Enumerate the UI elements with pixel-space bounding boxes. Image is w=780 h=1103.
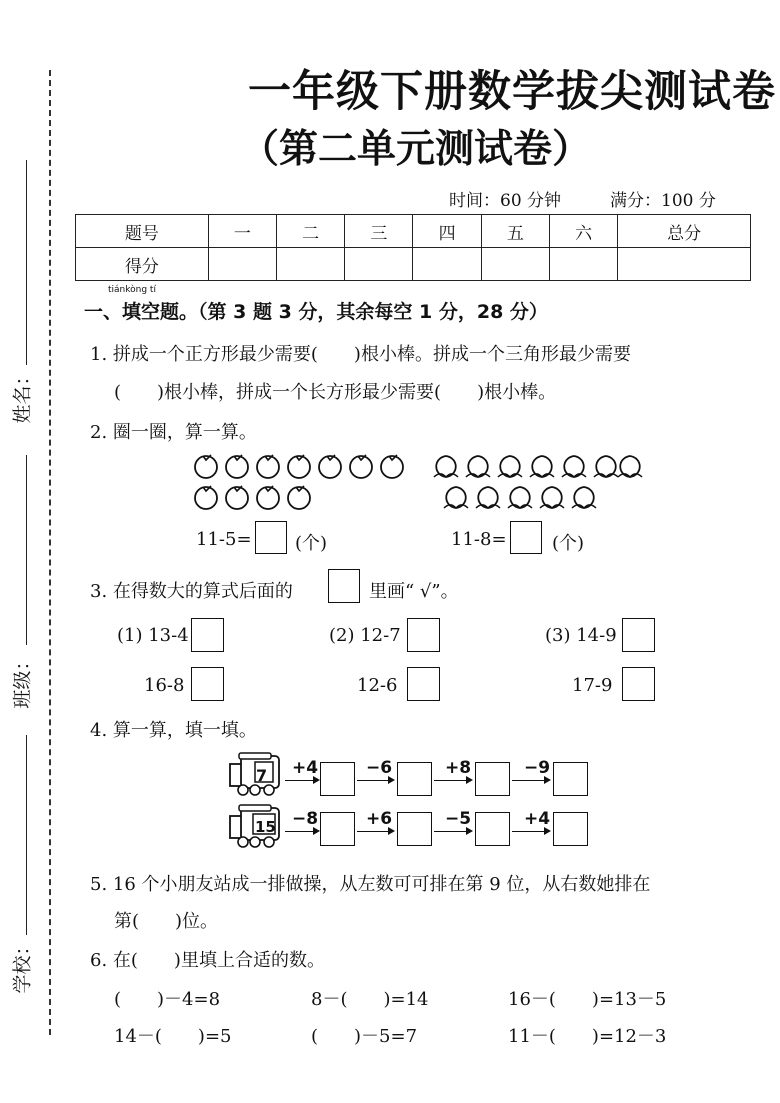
- q4-row1-start: 7: [256, 766, 268, 785]
- score-header-cell: 六: [549, 215, 617, 248]
- q4-row2-answer-box[interactable]: [475, 812, 510, 846]
- peaches-group: [430, 450, 645, 516]
- q4-row2-op4: +4: [524, 809, 551, 829]
- apple-icon: [226, 455, 248, 478]
- apple-icon: [319, 455, 341, 478]
- q4-row2-op1: −8: [292, 809, 319, 829]
- q1-line2: ( )根小棒，拼成一个长方形最少需要( )根小棒。: [114, 382, 557, 403]
- q3-example-box: [328, 569, 360, 603]
- q2-right-unit: (个): [552, 533, 585, 554]
- q3-item-3b: 17-9: [572, 675, 613, 696]
- q6-item: 8－( )=14: [311, 989, 429, 1010]
- section-pinyin: tiánkòng tí: [108, 285, 156, 295]
- q5-line2: 第( )位。: [114, 911, 219, 932]
- q4-row1-op4: −9: [524, 758, 551, 778]
- score-cell[interactable]: [481, 248, 549, 281]
- q3-check-box[interactable]: [191, 618, 224, 652]
- q4-row2-answer-box[interactable]: [397, 812, 432, 846]
- q4-row2-op3: −5: [445, 809, 472, 829]
- peach-icon: [562, 456, 586, 477]
- q3-item-3a: (3) 14-9: [545, 625, 617, 646]
- score-cell[interactable]: [549, 248, 617, 281]
- score-header-cell: 题号: [76, 215, 209, 248]
- score-cell[interactable]: [276, 248, 344, 281]
- train-icon: [227, 752, 283, 798]
- q4-row1-answer-box[interactable]: [475, 762, 510, 796]
- apple-icon: [381, 455, 403, 478]
- full-score-info: 满分：100 分: [610, 191, 716, 211]
- arrow-right-icon: [434, 780, 471, 781]
- q4-row2-op2: +6: [366, 809, 393, 829]
- q2-text: 2. 圈一圈，算一算。: [90, 422, 257, 443]
- score-header-cell: 五: [481, 215, 549, 248]
- q4-row2-answer-box[interactable]: [553, 812, 588, 846]
- q3-check-box[interactable]: [407, 667, 440, 701]
- arrow-right-icon: [357, 780, 393, 781]
- q6-item: ( )－4=8: [114, 989, 221, 1010]
- section-title: 一、填空题。（第 3 题 3 分，其余每空 1 分，28 分）: [84, 301, 548, 323]
- apple-icon: [350, 455, 372, 478]
- peach-icon: [476, 487, 500, 508]
- score-header-cell: 一: [208, 215, 276, 248]
- peach-icon: [594, 456, 618, 477]
- score-cell[interactable]: [618, 248, 751, 281]
- q6-item: 11－( )=12－3: [508, 1026, 667, 1047]
- q6-item: ( )－5=7: [311, 1026, 418, 1047]
- arrow-right-icon: [285, 831, 318, 832]
- score-header-cell: 三: [345, 215, 413, 248]
- binding-dashed-line: [49, 70, 51, 1035]
- peach-icon: [540, 487, 564, 508]
- score-header-cell: 四: [413, 215, 481, 248]
- peach-icon: [530, 456, 554, 477]
- arrow-right-icon: [434, 831, 471, 832]
- q4-row1-answer-box[interactable]: [553, 762, 588, 796]
- peach-icon: [572, 487, 596, 508]
- q3-text-after: 里画“ √”。: [369, 581, 459, 602]
- q2-left-unit: (个): [295, 533, 328, 554]
- arrow-right-icon: [357, 831, 393, 832]
- q5-line1: 5. 16 个小朋友站成一排做操，从左数可可排在第 9 位，从右数她排在: [90, 874, 651, 895]
- q6-item: 14－( )=5: [114, 1026, 232, 1047]
- score-table-score-row: [76, 248, 751, 281]
- q3-item-2b: 12-6: [357, 675, 398, 696]
- peach-icon: [444, 487, 468, 508]
- score-header-cell: 二: [276, 215, 344, 248]
- q3-item-1b: 16-8: [144, 675, 185, 696]
- score-header-cell: 总分: [618, 215, 751, 248]
- q3-text-before: 3. 在得数大的算式后面的: [90, 581, 293, 602]
- apple-icon: [288, 455, 310, 478]
- q4-row1-op2: −6: [366, 758, 393, 778]
- q2-left-answer-box[interactable]: [255, 521, 287, 554]
- score-cell[interactable]: [345, 248, 413, 281]
- q2-left-equation: 11-5=: [196, 529, 252, 550]
- q3-check-box[interactable]: [407, 618, 440, 652]
- q3-item-2a: (2) 12-7: [329, 625, 401, 646]
- q1-line1: 1. 拼成一个正方形最少需要( )根小棒。拼成一个三角形最少需要: [90, 344, 631, 365]
- page-subtitle: （第二单元测试卷）: [240, 127, 592, 172]
- peach-icon: [618, 456, 642, 477]
- q4-row1-answer-box[interactable]: [320, 762, 355, 796]
- class-write-line[interactable]: [26, 455, 27, 645]
- school-write-line[interactable]: [26, 735, 27, 935]
- apples-group: [192, 450, 422, 516]
- apple-icon: [288, 486, 310, 509]
- q3-item-1a: (1) 13-4: [117, 625, 189, 646]
- q3-check-box[interactable]: [622, 667, 655, 701]
- time-info: 时间：60 分钟: [449, 191, 562, 211]
- peach-icon: [466, 456, 490, 477]
- score-cell[interactable]: [208, 248, 276, 281]
- apple-icon: [257, 486, 279, 509]
- q2-right-equation: 11-8=: [451, 529, 507, 550]
- apple-icon: [195, 455, 217, 478]
- arrow-right-icon: [512, 831, 549, 832]
- q4-row1-op1: +4: [292, 758, 319, 778]
- peach-icon: [434, 456, 458, 477]
- q4-row2-start: 15: [255, 818, 276, 836]
- school-label: 学校：: [11, 936, 34, 994]
- arrow-right-icon: [512, 780, 549, 781]
- q4-text: 4. 算一算，填一填。: [90, 720, 257, 741]
- q6-item: 16－( )=13－5: [508, 989, 667, 1010]
- arrow-right-icon: [285, 780, 318, 781]
- apple-icon: [195, 486, 217, 509]
- score-table: [75, 214, 751, 281]
- class-label: 班级：: [11, 651, 34, 709]
- peach-icon: [508, 487, 532, 508]
- apple-icon: [257, 455, 279, 478]
- q4-row1-answer-box[interactable]: [397, 762, 432, 796]
- q3-check-box[interactable]: [622, 618, 655, 652]
- name-write-line[interactable]: [26, 160, 27, 365]
- q6-text: 6. 在( )里填上合适的数。: [90, 950, 325, 971]
- page-title: 一年级下册数学拔尖测试卷: [248, 67, 776, 117]
- apple-icon: [226, 486, 248, 509]
- score-table-header-row: [76, 215, 751, 248]
- q4-row1-op3: +8: [445, 758, 472, 778]
- q4-row2-answer-box[interactable]: [320, 812, 355, 846]
- score-cell[interactable]: [413, 248, 481, 281]
- score-row-label: 得分: [76, 248, 209, 281]
- peach-icon: [498, 456, 522, 477]
- name-label: 姓名：: [11, 366, 34, 424]
- q2-right-answer-box[interactable]: [510, 521, 542, 554]
- q3-check-box[interactable]: [191, 667, 224, 701]
